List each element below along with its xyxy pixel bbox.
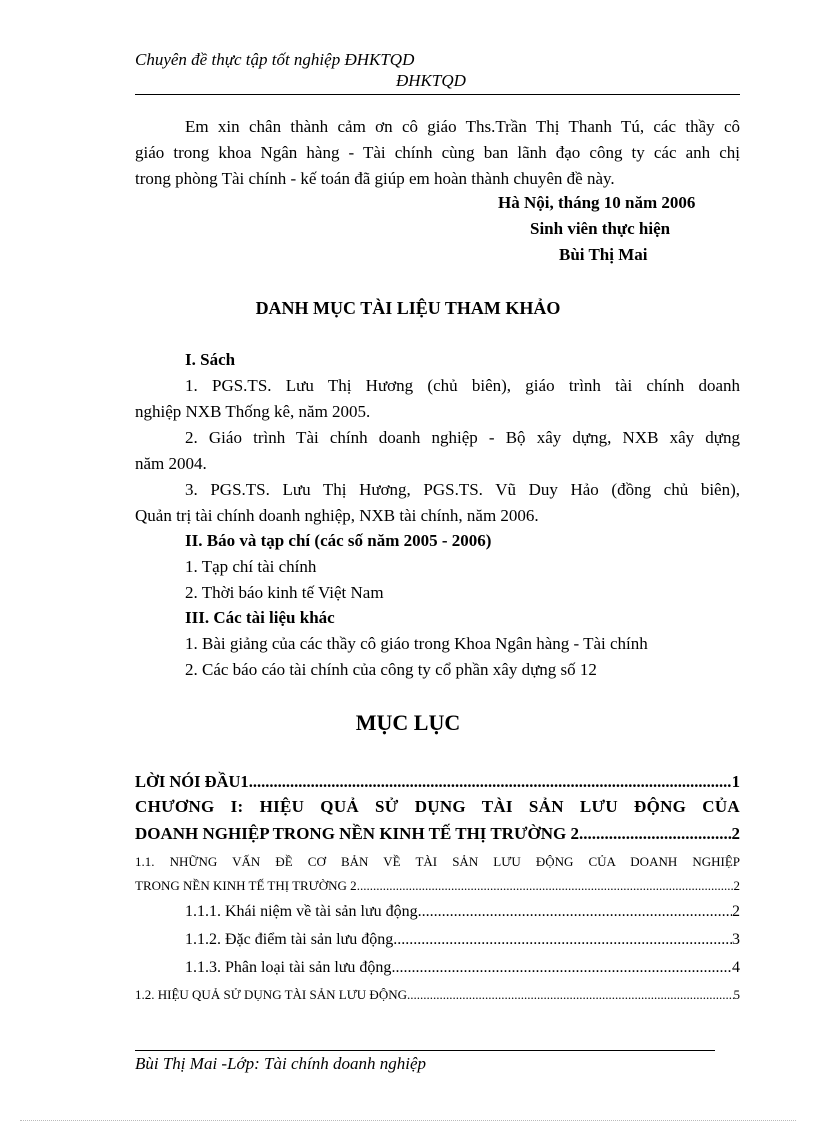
toc-leader-dots: [393, 931, 732, 949]
reference-item-3-line-1: 3. PGS.TS. Lưu Thị Hương, PGS.TS. Vũ Duy Hảo (đồng chủ biên),: [185, 480, 740, 499]
toc-entry-1-1-3[interactable]: [185, 959, 740, 977]
toc-leader-dots: [357, 878, 734, 894]
toc-entry-label: DOANH NGHIỆP TRONG NỀN KINH TẾ THỊ TRƯỜNG 2: [135, 824, 579, 843]
signature-place-date: Hà Nội, tháng 10 năm 2006: [498, 193, 696, 212]
signature-name: Bùi Thị Mai: [559, 245, 648, 264]
header-title: Chuyên đề thực tập tốt nghiệp ĐHKTQD: [135, 50, 415, 69]
journal-item-2: 2. Thời báo kinh tế Việt Nam: [185, 583, 384, 602]
journal-item-1: 1. Tạp chí tài chính: [185, 557, 317, 576]
reference-item-3-line-2: Quản trị tài chính doanh nghiệp, NXB tài chính, năm 2006.: [135, 506, 539, 525]
header-rule: [135, 94, 740, 95]
toc-title: MỤC LỤC: [355, 710, 461, 735]
toc-leader-dots: [579, 824, 732, 844]
ack-line-3: trong phòng Tài chính - kế toán đã giúp em hoàn thành chuyên đề này.: [135, 169, 615, 188]
footer-text: Bùi Thị Mai -Lớp: Tài chính doanh nghiệp: [135, 1054, 426, 1073]
toc-entry-1-1[interactable]: [135, 878, 740, 894]
toc-entry-1-2[interactable]: [135, 987, 740, 1003]
reference-item-1-line-2: nghiệp NXB Thống kê, năm 2005.: [135, 402, 371, 421]
toc-leader-dots: [418, 903, 732, 921]
toc-entry-label: 1.1.2. Đặc điểm tài sản lưu động: [185, 931, 394, 948]
toc-entry-label: 1.2. HIỆU QUẢ SỬ DỤNG TÀI SẢN LƯU ĐỘNG: [135, 987, 407, 1002]
ack-line-1: Em xin chân thành cảm ơn cô giáo Ths.Trần Thị Thanh Tú, các thầy cô: [185, 117, 740, 136]
toc-entry-page: 1: [731, 772, 740, 791]
references-section-books: I. Sách: [185, 350, 236, 369]
reference-item-2-line-2: năm 2004.: [135, 454, 207, 473]
toc-entry-label: LỜI NÓI ĐẦU1: [135, 772, 249, 791]
reference-item-2-line-1: 2. Giáo trình Tài chính doanh nghiệp - Bộ xây dựng, NXB xây dựng: [185, 428, 740, 447]
toc-entry-1-1-1[interactable]: [185, 903, 740, 921]
toc-leader-dots: [407, 987, 734, 1003]
page-edge: [20, 1120, 796, 1121]
toc-entry-page: 3: [732, 931, 740, 948]
toc-leader-dots: [249, 772, 732, 792]
other-item-2: 2. Các báo cáo tài chính của công ty cổ phần xây dựng số 12: [185, 660, 597, 679]
ack-line-2: giáo trong khoa Ngân hàng - Tài chính cùng ban lãnh đạo công ty các anh chị: [135, 143, 740, 162]
reference-item-1-line-1: 1. PGS.TS. Lưu Thị Hương (chủ biên), giáo trình tài chính doanh: [185, 376, 740, 395]
toc-entry-label: 1.1.1. Khái niệm về tài sản lưu động: [185, 903, 418, 920]
other-item-1: 1. Bài giảng của các thầy cô giáo trong Khoa Ngân hàng - Tài chính: [185, 634, 648, 653]
toc-entry-label: 1.1.3. Phân loại tài sản lưu động: [185, 959, 392, 976]
toc-entry-chapter1-line-1[interactable]: CHƯƠNG I: HIỆU QUẢ SỬ DỤNG TÀI SẢN LƯU ĐỘNG CỦA: [135, 797, 740, 816]
toc-entry-page: 5: [733, 987, 740, 1002]
toc-entry-page: 2: [733, 878, 740, 893]
header-subtitle: ĐHKTQD: [396, 71, 466, 90]
references-section-other: III. Các tài liệu khác: [185, 608, 335, 627]
toc-entry-1-1-2[interactable]: [185, 931, 740, 949]
references-title: DANH MỤC TÀI LIỆU THAM KHẢO: [255, 298, 561, 318]
references-section-journals: II. Báo và tạp chí (các số năm 2005 - 2006): [185, 531, 492, 550]
toc-entry-page: 4: [732, 959, 740, 976]
toc-entry-intro[interactable]: [135, 772, 740, 792]
footer-rule: [135, 1050, 715, 1051]
toc-entry-page: 2: [731, 824, 740, 843]
signature-role: Sinh viên thực hiện: [530, 219, 671, 238]
toc-entry-1-1-line-1[interactable]: 1.1. NHỮNG VẤN ĐỀ CƠ BẢN VỀ TÀI SẢN LƯU ĐỘNG CỦA DOANH NGHIỆP: [135, 854, 740, 869]
toc-leader-dots: [391, 959, 732, 977]
toc-entry-page: 2: [732, 903, 740, 920]
toc-entry-label: TRONG NỀN KINH TẾ THỊ TRƯỜNG 2: [135, 878, 357, 893]
toc-entry-chapter1[interactable]: [135, 824, 740, 844]
